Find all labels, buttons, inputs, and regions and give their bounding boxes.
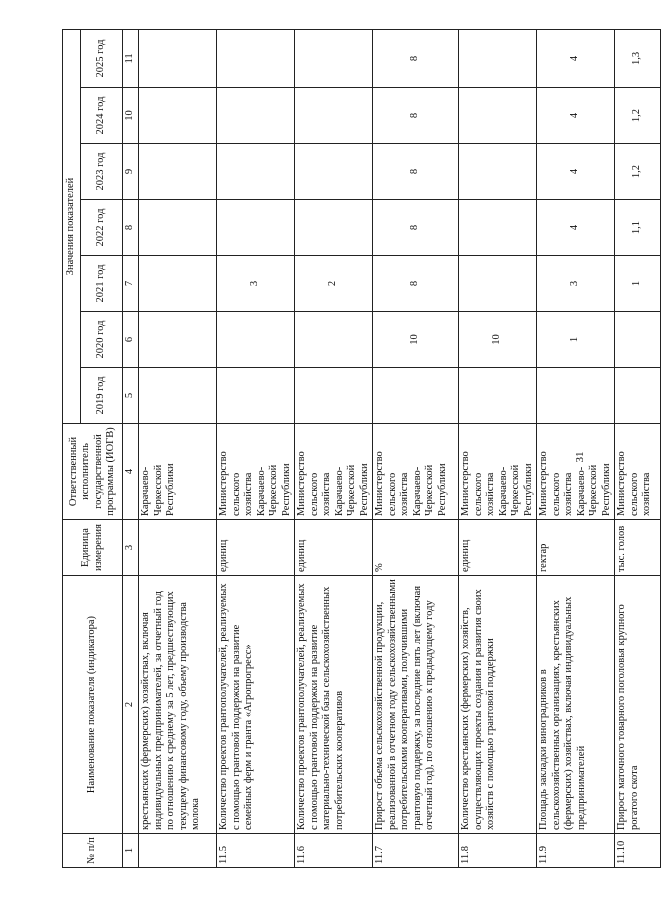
row-number: 11.7 xyxy=(373,834,459,868)
unit-cell: единиц xyxy=(217,520,295,576)
column-index: 1 xyxy=(123,834,139,868)
row-number: 11.5 xyxy=(217,834,295,868)
table-row xyxy=(217,29,295,867)
value-cell xyxy=(139,256,217,312)
value-cell: 2 xyxy=(295,256,373,312)
value-cell xyxy=(459,29,537,87)
value-cell xyxy=(459,144,537,200)
indicator-name: Количество проектов грантополучателей, реализуемых с помощью грантовой поддержки на развитие семейных ферм и гранта «Агропрогресс» xyxy=(217,576,295,834)
value-cell: 8 xyxy=(373,200,459,256)
responsible-cell: Министерство сельского хозяйства Карачаево-Черкесской Республики xyxy=(459,424,537,520)
header-year: 2025 год xyxy=(81,29,123,87)
value-cell: 1,1 xyxy=(615,200,661,256)
value-cell: 10 xyxy=(459,312,537,368)
value-cell: 4 xyxy=(537,88,615,144)
value-cell xyxy=(615,312,661,368)
value-cell: 1 xyxy=(615,256,661,312)
header-responsible: Ответственный исполнитель государственной программы (ИОГВ) xyxy=(63,424,123,520)
rotated-table-page xyxy=(62,30,652,868)
value-cell xyxy=(295,29,373,87)
indicator-name: Прирост объема сельскохозяйственной продукции, реализованной в отчетном году сельскохозяйственными потребительскими кооперативами, получившими грантовую поддержку, за последние пять лет (включая отчетный год), по отношению к предыдущему году xyxy=(373,576,459,834)
responsible-cell: Министерство сельского хозяйства Карачаево-Черкесской Республики xyxy=(373,424,459,520)
value-cell xyxy=(217,368,295,424)
row-number: 11.9 xyxy=(537,834,615,868)
value-cell xyxy=(139,368,217,424)
value-cell xyxy=(217,200,295,256)
header-year: 2019 год xyxy=(81,368,123,424)
table-row xyxy=(459,29,537,867)
value-cell xyxy=(459,200,537,256)
value-cell: 1,2 xyxy=(615,88,661,144)
row-number xyxy=(139,834,217,868)
value-cell: 1,2 xyxy=(615,144,661,200)
value-cell: 4 xyxy=(537,200,615,256)
unit-cell: гектар xyxy=(537,520,615,576)
header-name: Наименование показателя (индикатора) xyxy=(63,576,123,834)
value-cell: 3 xyxy=(537,256,615,312)
value-cell xyxy=(295,144,373,200)
value-cell xyxy=(537,368,615,424)
table-row xyxy=(139,29,217,867)
indicator-name: Площадь закладки виноградников в сельскохозяйственных организациях, крестьянских (фермерских) хозяйствах, включая индивидуальных предпринимателей xyxy=(537,576,615,834)
value-cell xyxy=(217,88,295,144)
value-cell xyxy=(459,88,537,144)
row-number: 11.8 xyxy=(459,834,537,868)
header-year: 2024 год xyxy=(81,88,123,144)
responsible-cell: Министерство сельского хозяйства Карачаево-Черкесской Республики xyxy=(537,424,615,520)
responsible-cell: Министерство сельского хозяйства Карачаево-Черкесской Республики xyxy=(295,424,373,520)
page-number: 31 xyxy=(574,451,586,463)
value-cell xyxy=(459,368,537,424)
value-cell xyxy=(139,312,217,368)
value-cell: 10 xyxy=(373,312,459,368)
header-unit: Единица измерения xyxy=(63,520,123,576)
responsible-cell: Министерство сельского хозяйства Карачаево-Черкесской Республики xyxy=(217,424,295,520)
header-year: 2022 год xyxy=(81,200,123,256)
value-cell xyxy=(295,200,373,256)
value-cell xyxy=(217,144,295,200)
indicator-name: Количество крестьянских (фермерских) хозяйств, осуществляющих проекты создания и развития своих хозяйств с помощью грантовой поддержки xyxy=(459,576,537,834)
table-row xyxy=(373,29,459,867)
indicator-name: Прирост маточного товарного поголовья крупного рогатого скота xyxy=(615,576,661,834)
header-values: Значения показателей xyxy=(63,29,81,423)
value-cell: 4 xyxy=(537,144,615,200)
column-index: 8 xyxy=(123,200,139,256)
row-number: 11.6 xyxy=(295,834,373,868)
value-cell xyxy=(373,368,459,424)
unit-cell: % xyxy=(373,520,459,576)
row-number: 11.10 xyxy=(615,834,661,868)
header-year: 2021 год xyxy=(81,256,123,312)
value-cell: 8 xyxy=(373,88,459,144)
value-cell xyxy=(139,88,217,144)
column-index: 9 xyxy=(123,144,139,200)
value-cell: 8 xyxy=(373,256,459,312)
value-cell: 4 xyxy=(537,29,615,87)
responsible-cell: Карачаево-Черкесской Республики xyxy=(139,424,217,520)
column-index: 10 xyxy=(123,88,139,144)
column-index: 5 xyxy=(123,368,139,424)
indicators-table xyxy=(62,29,661,868)
value-cell xyxy=(295,312,373,368)
value-cell xyxy=(459,256,537,312)
unit-cell xyxy=(139,520,217,576)
unit-cell: тыс. голов xyxy=(615,520,661,576)
value-cell xyxy=(139,29,217,87)
column-index: 3 xyxy=(123,520,139,576)
indicator-name: Количество проектов грантополучателей, реализуемых с помощью грантовой поддержки на развитие материально-технической базы сельскохозяйственных потребительских кооперативов xyxy=(295,576,373,834)
value-cell xyxy=(139,144,217,200)
table-row xyxy=(295,29,373,867)
header-year: 2023 год xyxy=(81,144,123,200)
header-year: 2020 год xyxy=(81,312,123,368)
unit-cell: единиц xyxy=(459,520,537,576)
column-index: 6 xyxy=(123,312,139,368)
value-cell xyxy=(615,368,661,424)
column-index: 4 xyxy=(123,424,139,520)
value-cell: 8 xyxy=(373,144,459,200)
table-row xyxy=(615,29,661,867)
responsible-cell: Министерство сельского хозяйства xyxy=(615,424,661,520)
value-cell: 8 xyxy=(373,29,459,87)
column-index: 7 xyxy=(123,256,139,312)
column-index: 2 xyxy=(123,576,139,834)
value-cell: 1,3 xyxy=(615,29,661,87)
header-no: № п/п xyxy=(63,834,123,868)
value-cell xyxy=(217,312,295,368)
column-index: 11 xyxy=(123,29,139,87)
unit-cell: единиц xyxy=(295,520,373,576)
value-cell xyxy=(295,88,373,144)
value-cell xyxy=(295,368,373,424)
value-cell: 3 xyxy=(217,256,295,312)
indicator-name: крестьянских (фермерских) хозяйствах, включая индивидуальных предпринимателей, за отчетный год по отношению к среднему за 5 лет, предшествующих текущему финансовому году, объему производства молока xyxy=(139,576,217,834)
value-cell: 1 xyxy=(537,312,615,368)
value-cell xyxy=(217,29,295,87)
value-cell xyxy=(139,200,217,256)
